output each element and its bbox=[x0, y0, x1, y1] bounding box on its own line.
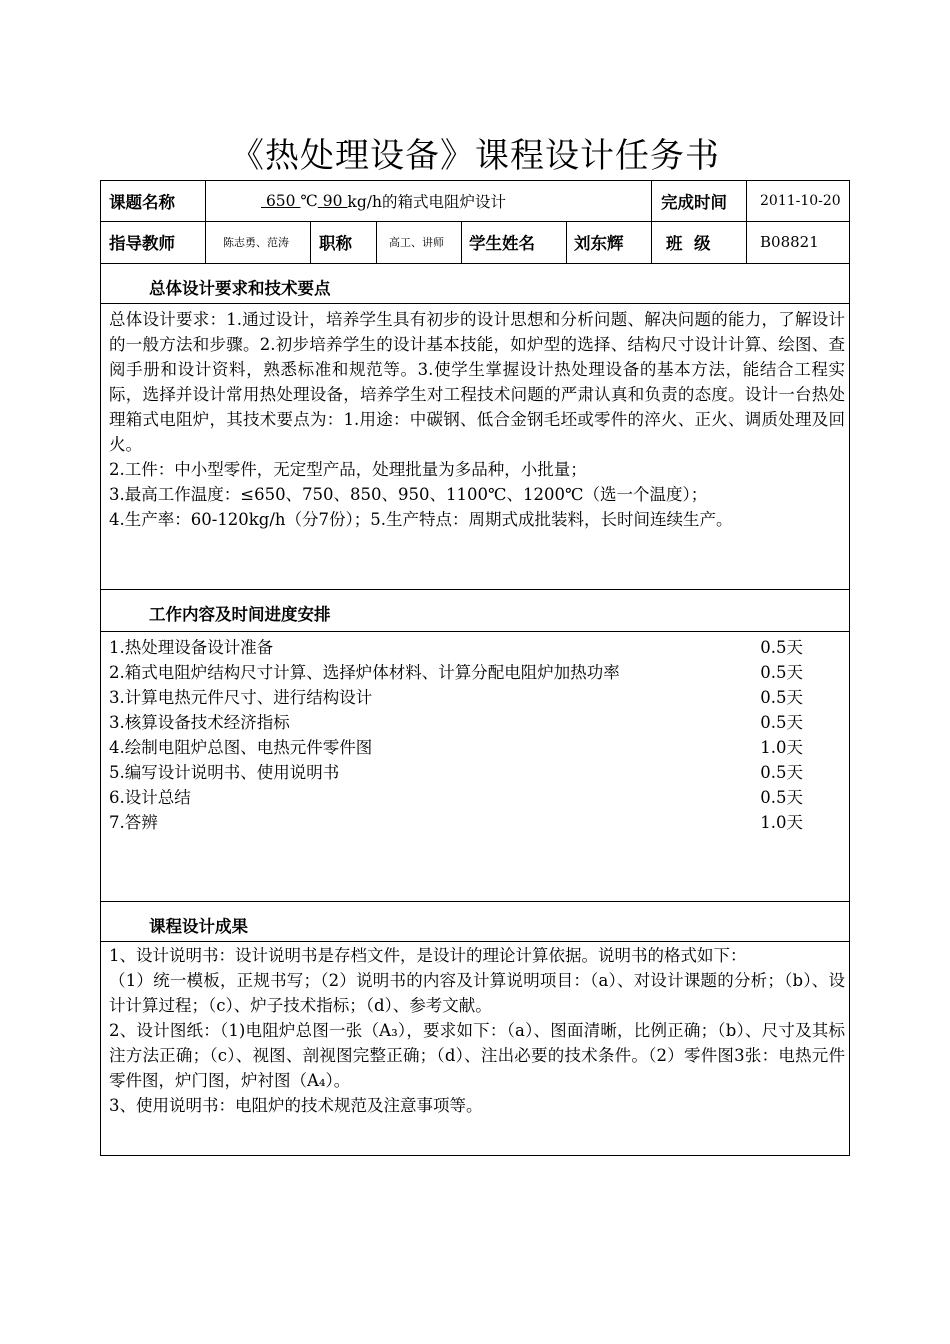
class-label: 班 级 bbox=[666, 234, 711, 253]
schedule-task: 3.核算设备技术经济指标 bbox=[109, 712, 290, 732]
topic-rate: 90 bbox=[322, 192, 343, 210]
schedule-task: 3.计算电热元件尺寸、进行结构设计 bbox=[109, 687, 373, 707]
requirements-text bbox=[109, 307, 845, 532]
schedule-item bbox=[109, 633, 803, 658]
schedule-item bbox=[109, 733, 803, 758]
schedule-time: 0.5天 bbox=[760, 712, 803, 732]
requirements-paragraph: 总体设计要求：1.通过设计，培养学生具有初步的设计思想和分析问题、解决问题的能力，了解设计的一般方法和步骤。2.初步培养学生的设计基本技能，如炉型的选择、结构尺寸设计计算、绘图、查阅手册和设计资料，熟悉标准和规范等。3.使学生掌握设计热处理设备的基本方法，能结合工程实际，选择并设计常用热处理设备，培养学生对工程技术问题的严肃认真和负责的态度。设计一台热处理箱式电阻炉，其技术要点为：1.用途：中碳钢、低合金钢毛坯或零件的淬火、正火、调质处理及回火。 bbox=[109, 310, 845, 454]
rank-label: 职称 bbox=[319, 234, 352, 253]
deliverables-line: （1）统一模板，正规书写；（2）说明书的内容及计算说明项目：（a）、对设计课题的分析；（b）、设计计算过程；（c）、炉子技术指标；（d）、参考文献。 bbox=[109, 971, 845, 1015]
requirements-line: 3.最高工作温度：≤650、750、850、950、1100℃、1200℃（选一个温度）； bbox=[109, 485, 708, 504]
deliverables-line: 3、使用说明书：电阻炉的技术规范及注意事项等。 bbox=[109, 1096, 483, 1115]
schedule-item bbox=[109, 783, 803, 808]
finish-time-label: 完成时间 bbox=[661, 193, 727, 212]
schedule-task: 2.箱式电阻炉结构尺寸计算、选择炉体材料、计算分配电阻炉加热功率 bbox=[109, 662, 620, 682]
schedule-time: 0.5天 bbox=[760, 637, 803, 657]
topic-value: 650 ℃ 90 kg/h的箱式电阻炉设计 bbox=[261, 181, 506, 221]
student-label: 学生姓名 bbox=[469, 234, 535, 253]
rank-value: 高工、讲师 bbox=[389, 236, 444, 249]
requirements-line: 4.生产率：60-120kg/h（分7份）；5.生产特点：周期式成批装料，长时间连续生产。 bbox=[109, 510, 733, 529]
schedule-time: 0.5天 bbox=[760, 687, 803, 707]
deliverables-text bbox=[109, 943, 845, 1118]
deliverables-line: 2、设计图纸：（1)电阻炉总图一张（A₃），要求如下：（a）、图面清晰，比例正确；（b）、尺寸及其标注方法正确；（c）、视图、剖视图完整正确；（d）、注出必要的技术条件。（2）零件图3张：电热元件零件图，炉门图，炉衬图（A₄）。 bbox=[109, 1021, 845, 1090]
schedule-item bbox=[109, 708, 803, 733]
schedule-task: 7.答辨 bbox=[109, 812, 158, 832]
student-value: 刘东辉 bbox=[574, 234, 624, 253]
schedule-time: 0.5天 bbox=[760, 787, 803, 807]
teacher-value: 陈志勇、范涛 bbox=[223, 236, 289, 249]
topic-temp: 650 bbox=[265, 192, 296, 210]
schedule-time: 0.5天 bbox=[760, 762, 803, 782]
section-title-schedule: 工作内容及时间进度安排 bbox=[149, 605, 331, 624]
schedule-task: 5.编写设计说明书、使用说明书 bbox=[109, 762, 340, 782]
task-form-table bbox=[100, 180, 850, 1156]
section-title-requirements: 总体设计要求和技术要点 bbox=[149, 279, 331, 298]
teacher-label: 指导教师 bbox=[109, 234, 175, 253]
schedule-item bbox=[109, 683, 803, 708]
schedule-task: 4.绘制电阻炉总图、电热元件零件图 bbox=[109, 737, 373, 757]
schedule-item bbox=[109, 808, 803, 833]
section-title-deliverables: 课程设计成果 bbox=[149, 917, 248, 936]
schedule-time: 1.0天 bbox=[760, 737, 803, 757]
requirements-line: 2.工件：中小型零件，无定型产品，处理批量为多品种，小批量； bbox=[109, 460, 587, 479]
deliverables-line: 1、设计说明书：设计说明书是存档文件，是设计的理论计算依据。说明书的格式如下： bbox=[109, 946, 747, 965]
schedule-task: 6.设计总结 bbox=[109, 787, 191, 807]
document-title: 《热处理设备》课程设计任务书 bbox=[230, 136, 720, 176]
schedule-time: 1.0天 bbox=[760, 812, 803, 832]
finish-time-value: 2011-10-20 bbox=[760, 193, 841, 209]
schedule-time: 0.5天 bbox=[760, 662, 803, 682]
schedule-item bbox=[109, 658, 803, 683]
schedule-item bbox=[109, 758, 803, 783]
class-value: B08821 bbox=[760, 233, 819, 251]
topic-label: 课题名称 bbox=[109, 193, 175, 212]
schedule-task: 1.热处理设备设计准备 bbox=[109, 637, 274, 657]
